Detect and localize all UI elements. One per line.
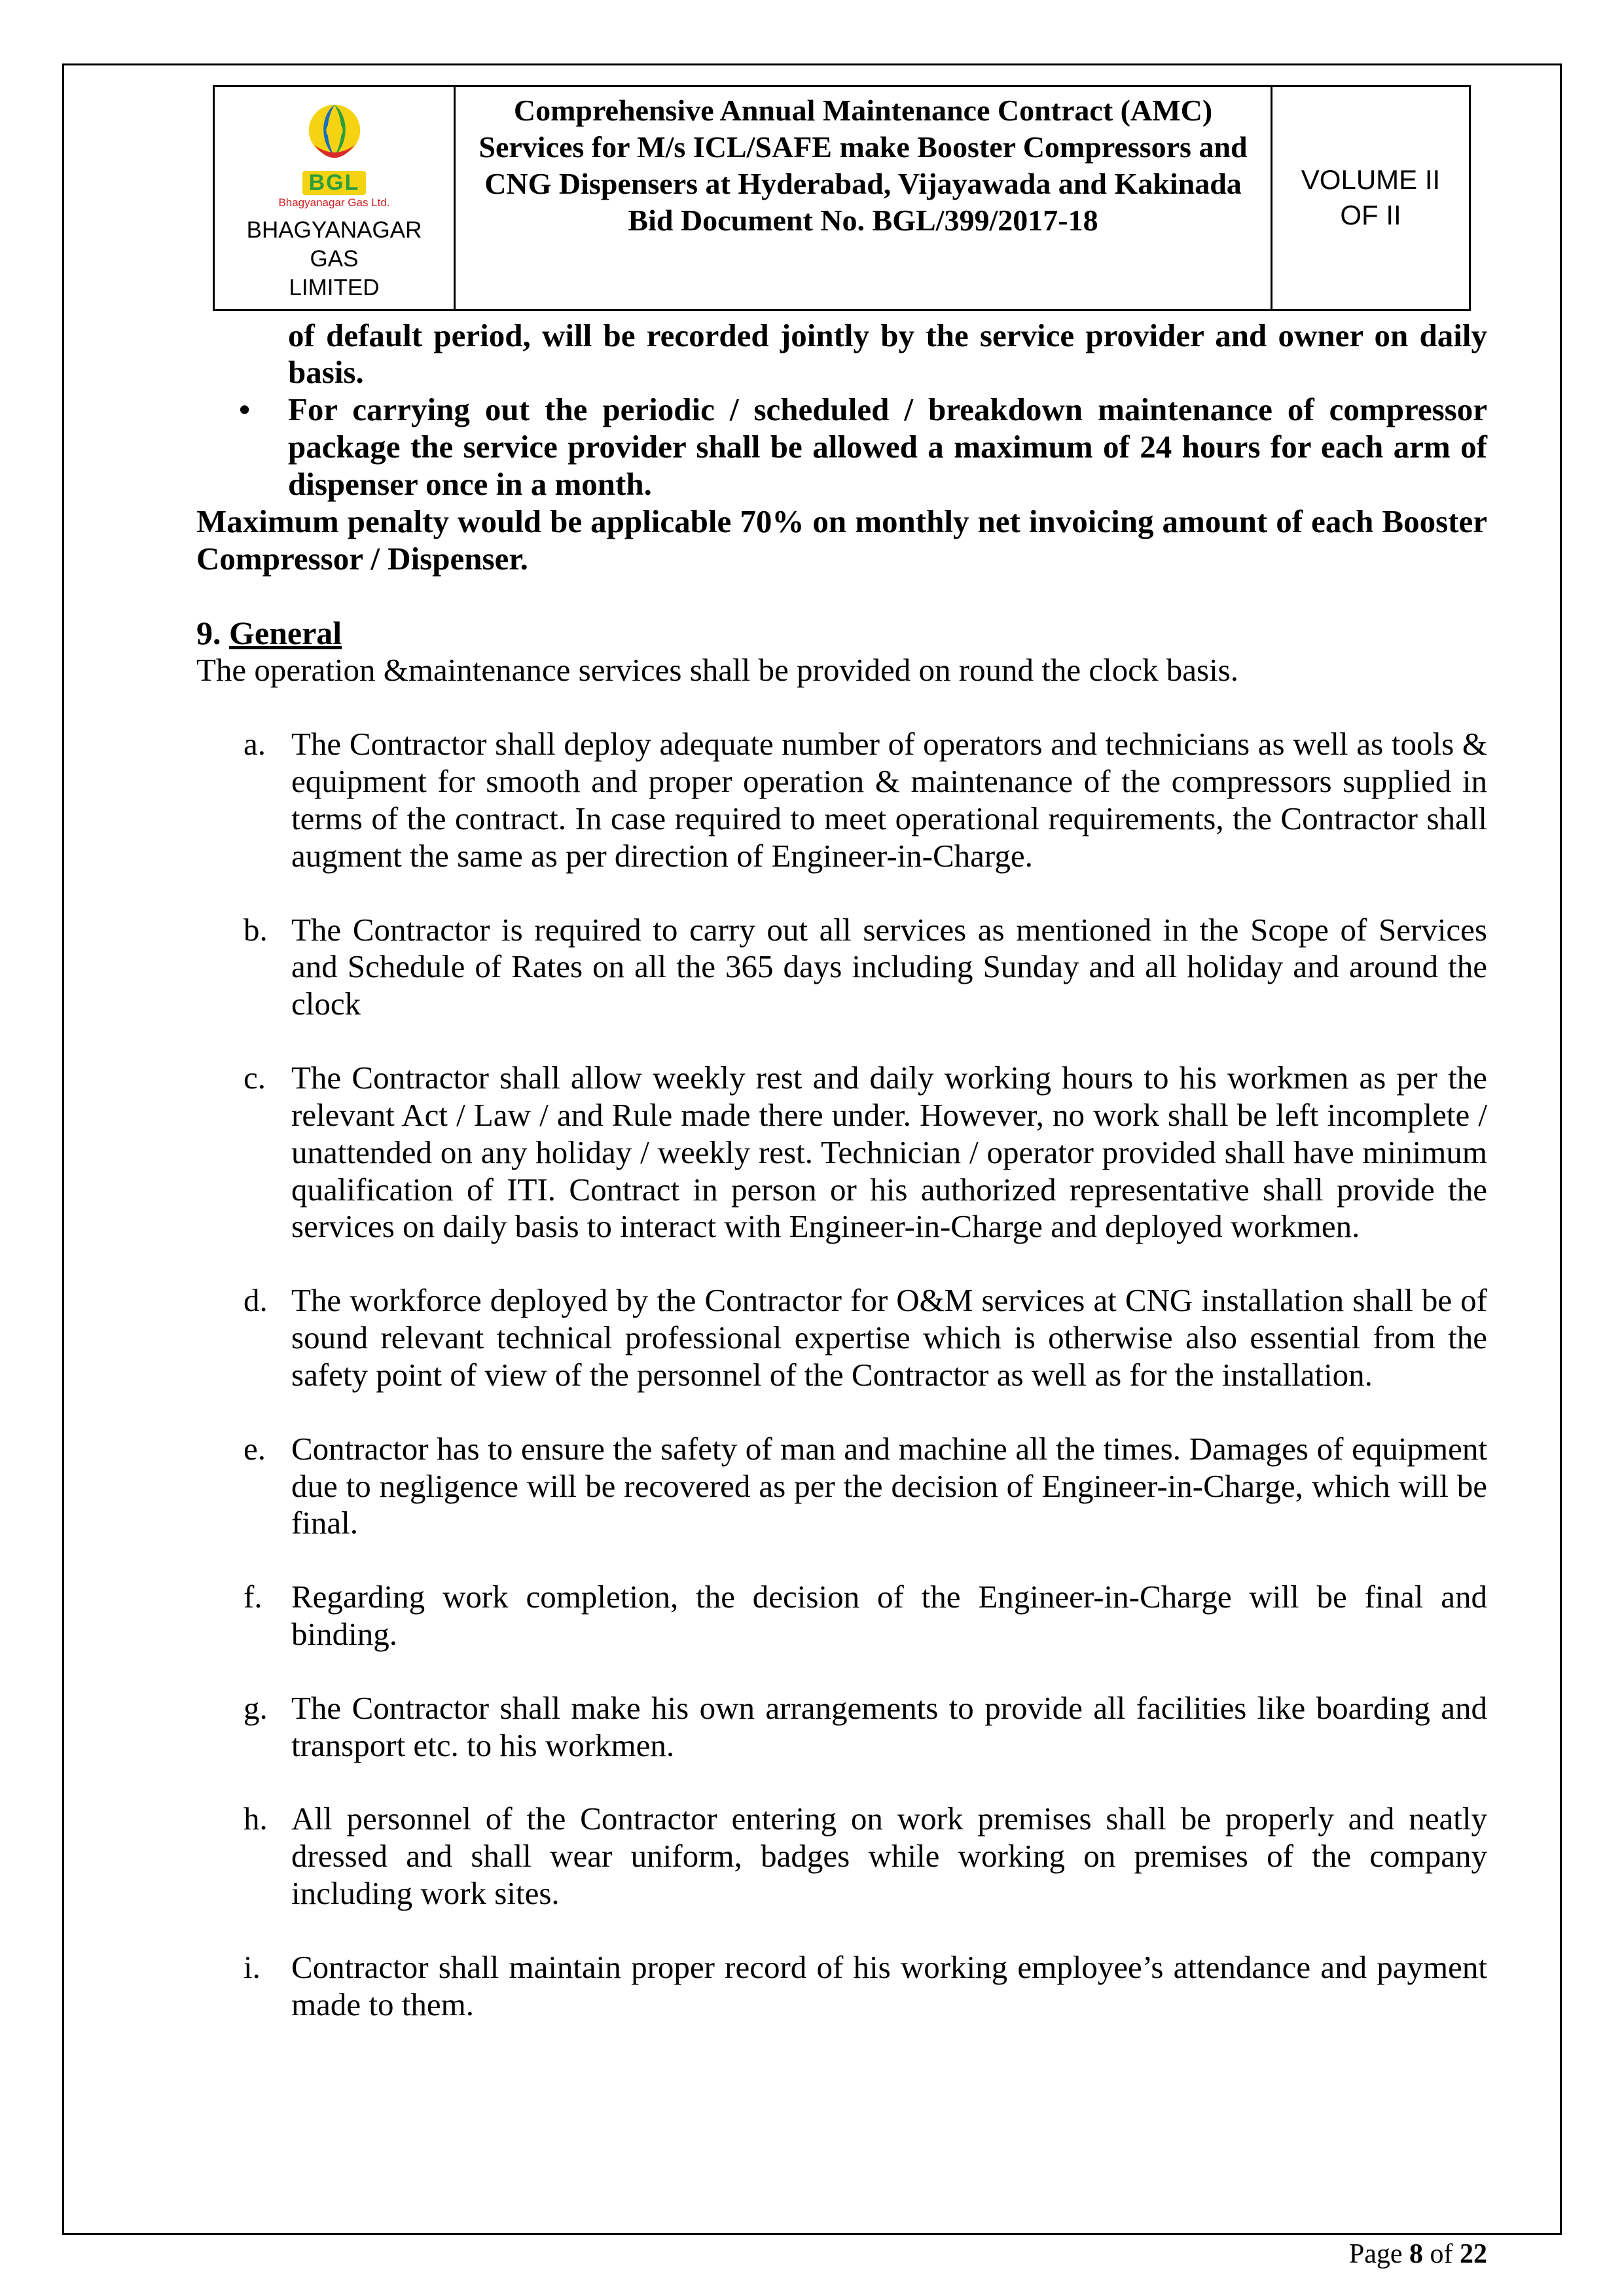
volume-line2: OF II bbox=[1340, 200, 1401, 231]
list-item-text: The Contractor is required to carry out all services as mentioned in the Scope of Services and Schedule of Rates on all the 365 days including Sunday and all holiday and around the clock bbox=[291, 911, 1487, 1022]
list-item-text: The Contractor shall deploy adequate number of operators and technicians as well as tools & equipment for smooth and proper operation & maintenance of the compressors supplied in terms of the contract. In case required to meet operational requirements, the Contractor shall augment the same as per direction of Engineer-in-Charge. bbox=[291, 726, 1487, 874]
list-item-text: Regarding work completion, the decision of the Engineer-in-Charge will be final and binding. bbox=[291, 1579, 1487, 1652]
list-item-marker: e. bbox=[244, 1430, 266, 1467]
org-name bbox=[220, 216, 448, 302]
list-item-text: All personnel of the Contractor entering on work premises shall be properly and neatly dressed and shall wear uniform, badges while working on premises of the company including work sites. bbox=[291, 1801, 1487, 1912]
page-number-of: of bbox=[1423, 2239, 1460, 2269]
section-heading bbox=[196, 614, 1487, 652]
list-item bbox=[196, 1282, 1487, 1393]
list-item-marker: g. bbox=[244, 1689, 268, 1726]
bgl-logo-text: BGL bbox=[302, 171, 367, 195]
penalty-paragraph: Maximum penalty would be applicable 70% on monthly net invoicing amount of each Booster Compressor / Dispenser. bbox=[196, 503, 1487, 577]
list-item bbox=[196, 912, 1487, 1023]
document-body bbox=[196, 317, 1487, 2024]
list-item-marker: b. bbox=[244, 911, 268, 948]
list-item-marker: h. bbox=[244, 1801, 268, 1837]
page-number bbox=[1349, 2238, 1487, 2270]
continuation-paragraph: of default period, will be recorded jointly by the service provider and owner on daily basis. bbox=[288, 317, 1487, 391]
bid-document-number: Bid Document No. BGL/399/2017-18 bbox=[628, 204, 1098, 238]
list-item-text: Contractor shall maintain proper record of his working employee’s attendance and payment made to them. bbox=[291, 1948, 1487, 2022]
list-item-text: Contractor has to ensure the safety of man and machine all the times. Damages of equipment due to negligence will be recovered as per the decision of Engineer-in-Charge, which will be final. bbox=[291, 1430, 1487, 1541]
page-number-total: 22 bbox=[1460, 2239, 1487, 2269]
bgl-logo-icon bbox=[289, 94, 380, 171]
section-title: General bbox=[229, 615, 342, 652]
bullet-item bbox=[196, 391, 1487, 503]
list-item bbox=[196, 726, 1487, 874]
lettered-list bbox=[196, 726, 1487, 2023]
document-title: Comprehensive Annual Maintenance Contract (AMC) Services for M/s ICL/SAFE make Booster Compressors and CNG Dispensers at Hyderabad, Vijayawada and Kakinada bbox=[478, 94, 1248, 201]
list-item-marker: a. bbox=[244, 726, 266, 762]
org-name-line2: LIMITED bbox=[289, 274, 380, 300]
list-item bbox=[196, 1579, 1487, 1653]
list-item-marker: i. bbox=[244, 1948, 261, 1985]
page-number-prefix: Page bbox=[1348, 2239, 1409, 2269]
volume-line1: VOLUME II bbox=[1301, 164, 1441, 195]
list-item bbox=[196, 1801, 1487, 1912]
list-item-text: The workforce deployed by the Contractor for O&M services at CNG installation shall be of sound relevant technical professional expertise which is otherwise also essential from the safety point of view of the personnel of the Contractor as well as for the installation. bbox=[291, 1282, 1487, 1393]
list-item-marker: f. bbox=[244, 1579, 262, 1615]
list-item-text: The Contractor shall make his own arrangements to provide all facilities like boarding and transport etc. to his workmen. bbox=[291, 1689, 1487, 1763]
list-item bbox=[196, 1431, 1487, 1542]
org-name-line1: BHAGYANAGAR GAS bbox=[246, 217, 422, 272]
header-logo-cell bbox=[215, 87, 456, 309]
list-item-marker: c. bbox=[244, 1060, 266, 1096]
volume-label bbox=[1272, 87, 1469, 309]
bgl-logo-tagline: Bhagyanagar Gas Ltd. bbox=[278, 196, 390, 209]
list-item bbox=[196, 1060, 1487, 1246]
list-item bbox=[196, 1690, 1487, 1765]
bullet-icon: • bbox=[239, 391, 251, 428]
header-table bbox=[213, 85, 1471, 311]
list-item bbox=[196, 1949, 1487, 2024]
section-intro: The operation &maintenance services shall be provided on round the clock basis. bbox=[196, 652, 1238, 689]
header-title-cell bbox=[456, 87, 1272, 309]
page-content bbox=[196, 85, 1487, 2024]
bullet-item-text: For carrying out the periodic / scheduled / breakdown maintenance of compressor package the service provider shall be allowed a maximum of 24 hours for each arm of dispenser once in a month. bbox=[288, 391, 1487, 502]
section-number: 9. bbox=[196, 615, 221, 652]
list-item-marker: d. bbox=[244, 1282, 268, 1319]
list-item-text: The Contractor shall allow weekly rest and daily working hours to his workmen as per the relevant Act / Law / and Rule made there under. However, no work shall be left incomplete / unattended on any holiday / weekly rest. Technician / operator provided shall have minimum qualification of ITI. Contract in person or his authorized representative shall provide the services on daily basis to interact with Engineer-in-Charge and deployed workmen. bbox=[291, 1060, 1487, 1245]
page-number-current: 8 bbox=[1409, 2239, 1423, 2269]
